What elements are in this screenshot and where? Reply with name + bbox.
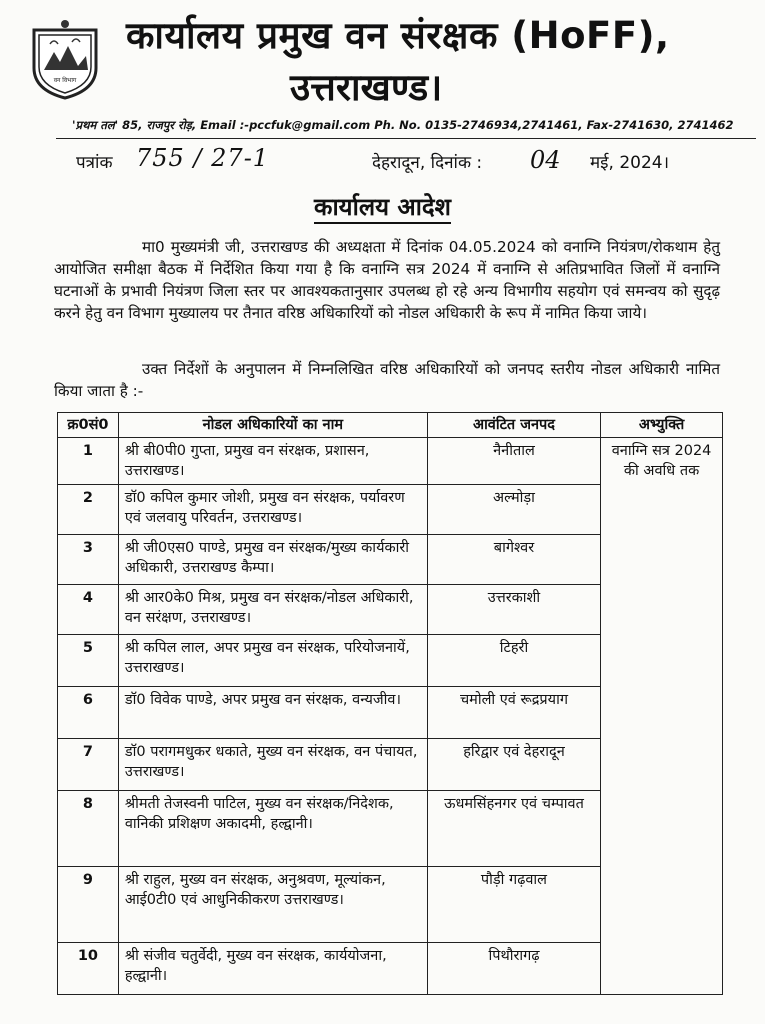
date-day: 04 xyxy=(530,146,561,174)
row-district: पौड़ी गढ़वाल xyxy=(427,867,600,943)
svg-text:वन विभाग: वन विभाग xyxy=(53,77,77,84)
header-district: आवंटित जनपद xyxy=(427,413,600,438)
row-serial: 3 xyxy=(58,535,119,585)
order-title xyxy=(0,190,765,223)
row-district: नैनीताल xyxy=(427,438,600,485)
nodal-officers-table xyxy=(57,412,723,995)
row-district: उत्तरकाशी xyxy=(427,585,600,635)
row-district: टिहरी xyxy=(427,635,600,687)
row-serial: 7 xyxy=(58,739,119,791)
row-officer-name: श्री बी0पी0 गुप्ता, प्रमुख वन संरक्षक, प्रशासन, उत्तराखण्ड। xyxy=(118,438,427,485)
letterhead xyxy=(0,0,765,112)
row-serial: 10 xyxy=(58,943,119,995)
remark-cell: वनाग्नि सत्र 2024 की अवधि तक xyxy=(601,438,723,995)
address-line: 'प्रथम तल' 85, राजपुर रोड़, Email :-pccfuk@gmail.com Ph. No. 0135-2746934,2741461, Fax-2741630, 2741462 xyxy=(72,118,734,132)
reference-number: 755 / 27-1 xyxy=(136,144,270,172)
row-serial: 4 xyxy=(58,585,119,635)
reference-label: पत्रांक xyxy=(76,153,113,173)
row-district: चमोली एवं रूद्रप्रयाग xyxy=(427,687,600,739)
order-title-text: कार्यालय आदेश xyxy=(314,193,451,224)
paragraph-instruction: मा0 मुख्यमंत्री जी, उत्तराखण्ड की अध्यक्षता में दिनांक 04.05.2024 को वनाग्नि नियंत्रण/रोकथाम हेतु आयोजित समीक्षा बैठक में निर्देशित किया गया है कि वनाग्नि सत्र 2024 में वनाग्नि से अतिप्रभावित जिलों में वनाग्नि घटनाओं के प्रभावी नियंत्रण जिला स्तर पर आवश्यकतानुसार उपलब्ध हो रहे अन्य विभागीय सहयोग एवं समन्वय को सुदृढ़ करने हेतु वन विभाग मुख्यालय पर तैनात वरिष्ठ अधिकारियों को नोडल अधिकारी के रूप में नामित किया जाये। xyxy=(54,238,720,322)
row-district: अल्मोड़ा xyxy=(427,485,600,535)
header-officer-name: नोडल अधिकारियों का नाम xyxy=(118,413,427,438)
row-district: बागेश्वर xyxy=(427,535,600,585)
row-officer-name: श्री जी0एस0 पाण्डे, प्रमुख वन संरक्षक/मुख्य कार्यकारी अधिकारी, उत्तराखण्ड कैम्पा। xyxy=(118,535,427,585)
row-officer-name: श्रीमती तेजस्वनी पाटिल, मुख्य वन संरक्षक/निदेशक, वानिकी प्रशिक्षण अकादमी, हल्द्वानी। xyxy=(118,791,427,867)
row-serial: 2 xyxy=(58,485,119,535)
row-officer-name: डॉ0 विवेक पाण्डे, अपर प्रमुख वन संरक्षक, वन्यजीव। xyxy=(118,687,427,739)
row-officer-name: डॉ0 परागमधुकर धकाते, मुख्य वन संरक्षक, वन पंचायत, उत्तराखण्ड। xyxy=(118,739,427,791)
row-district: हरिद्वार एवं देहरादून xyxy=(427,739,600,791)
office-title: कार्यालय प्रमुख वन संरक्षक (HoFF), xyxy=(126,14,670,57)
reference-line xyxy=(0,144,765,174)
table-body xyxy=(58,438,723,995)
row-officer-name: डॉ0 कपिल कुमार जोशी, प्रमुख वन संरक्षक, पर्यावरण एवं जलवायु परिवर्तन, उत्तराखण्ड। xyxy=(118,485,427,535)
paragraph-compliance: उक्त निर्देशों के अनुपालन में निम्नलिखित वरिष्ठ अधिकारियों को जनपद स्तरीय नोडल अधिकारी नामित किया जाता है :- xyxy=(54,360,720,400)
row-district: पिथौरागढ़ xyxy=(427,943,600,995)
table-row xyxy=(58,438,723,485)
row-serial: 9 xyxy=(58,867,119,943)
row-district: ऊधमसिंहनगर एवं चम्पावत xyxy=(427,791,600,867)
row-officer-name: श्री आर0के0 मिश्र, प्रमुख वन संरक्षक/नोडल अधिकारी, वन सरंक्षण, उत्तराखण्ड। xyxy=(118,585,427,635)
row-serial: 6 xyxy=(58,687,119,739)
header-serial: क्र0सं0 xyxy=(58,413,119,438)
place-date-label: देहरादून, दिनांक : xyxy=(372,153,483,173)
row-serial: 8 xyxy=(58,791,119,867)
row-serial: 1 xyxy=(58,438,119,485)
header-remark: अभ्युक्ति xyxy=(601,413,723,438)
row-officer-name: श्री कपिल लाल, अपर प्रमुख वन संरक्षक, परियोजनायें, उत्तराखण्ड। xyxy=(118,635,427,687)
row-officer-name: श्री संजीव चतुर्वेदी, मुख्य वन संरक्षक, कार्ययोजना, हल्द्वानी। xyxy=(118,943,427,995)
row-officer-name: श्री राहुल, मुख्य वन संरक्षक, अनुश्रवण, मूल्यांकन, आई0टी0 एवं आधुनिकीकरण उत्तराखण्ड। xyxy=(118,867,427,943)
table-header-row xyxy=(58,413,723,438)
date-month-year: मई, 2024। xyxy=(590,153,670,173)
state-title: उत्तराखण्ड। xyxy=(290,66,443,109)
forest-department-emblem-icon xyxy=(28,16,102,100)
header-divider xyxy=(56,138,756,139)
row-serial: 5 xyxy=(58,635,119,687)
